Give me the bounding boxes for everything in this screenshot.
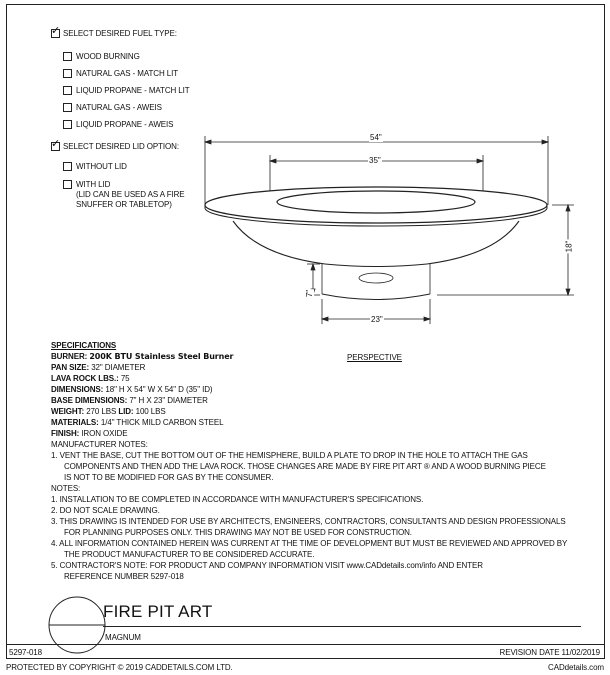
arrow xyxy=(205,140,211,144)
mfr-note-line: COMPONENTS AND THEN ADD THE LAVA ROCK. THOSE CHANGES ARE MADE BY FIRE PIT ART ® AND A WOOD BURNING PIECE xyxy=(64,462,546,471)
arrow xyxy=(270,159,276,163)
spec-value: 18" H X 54" W X 54" D (35" ID) xyxy=(105,385,213,394)
fuel-option-lp-match: LIQUID PROPANE - MATCH LIT xyxy=(76,86,190,95)
fuel-option-ng-match: NATURAL GAS - MATCH LIT xyxy=(76,69,179,78)
base-vent xyxy=(359,273,393,283)
spec-label: BURNER: xyxy=(51,352,88,361)
note-line: 2. DO NOT SCALE DRAWING. xyxy=(51,506,160,515)
spec-lava xyxy=(51,374,130,384)
company-title: FIRE PIT ART xyxy=(103,602,213,621)
dim-label-7: 7" xyxy=(305,289,315,298)
lid-without-label: WITHOUT LID xyxy=(76,162,127,171)
spec-label: MATERIALS: xyxy=(51,418,99,427)
arrow xyxy=(566,205,570,211)
spec-value: 7" H X 23" DIAMETER xyxy=(129,396,208,405)
specs-heading: SPECIFICATIONS xyxy=(51,341,117,350)
mfr-note-line: 1. VENT THE BASE, CUT THE BOTTOM OUT OF THE HEMISPHERE, BUILD A PLATE TO DROP IN THE HOLE TO ATTACH THE GAS xyxy=(51,451,528,460)
note-line: 4. ALL INFORMATION CONTAINED HEREIN WAS CURRENT AT THE TIME OF DEVELOPMENT BUT MUST BE REVIEWED AND APPROVED BY xyxy=(51,539,568,548)
revision-date: REVISION DATE 11/02/2019 xyxy=(499,648,600,657)
lid-with-label: WITH LID xyxy=(76,180,111,189)
sheet-bottom-rule xyxy=(7,644,604,645)
spec-value: 75 xyxy=(120,374,130,383)
view-label: PERSPECTIVE xyxy=(347,353,402,362)
lid-heading: SELECT DESIRED LID OPTION: xyxy=(63,142,179,151)
spec-label: LAVA ROCK LBS.: xyxy=(51,374,119,383)
bowl-opening xyxy=(277,191,475,213)
spec-finish xyxy=(51,429,127,439)
note-line: 3. THIS DRAWING IS INTENDED FOR USE BY ARCHITECTS, ENGINEERS, CONTRACTORS, CONSULTANTS AND DESIGN PROFESSIONALS xyxy=(51,517,566,526)
spec-value: 32" DIAMETER xyxy=(91,363,146,372)
bowl-body xyxy=(233,221,519,264)
fire-pit-drawing xyxy=(7,5,606,335)
spec-label: FINISH: xyxy=(51,429,80,438)
logo-circle xyxy=(47,595,107,655)
spec-value: IRON OXIDE xyxy=(81,429,128,438)
copyright-footer: PROTECTED BY COPYRIGHT © 2019 CADDETAILS.COM LTD. xyxy=(6,663,233,672)
dim-label-54: 54" xyxy=(370,133,382,142)
spec-value: 1/4" THICK MILD CARBON STEEL xyxy=(100,418,224,427)
note-line: 5. CONTRACTOR'S NOTE: FOR PRODUCT AND COMPANY INFORMATION VISIT www.CADdetails.com/info AND ENTER xyxy=(51,561,483,570)
note-line: THE PRODUCT MANUFACTURER TO BE CONSIDERED ACCURATE. xyxy=(64,550,315,559)
mfr-notes-heading: MANUFACTURER NOTES: xyxy=(51,440,148,449)
notes-heading: NOTES: xyxy=(51,484,81,493)
spec-burner xyxy=(51,352,233,362)
arrow xyxy=(542,140,548,144)
site-footer[interactable]: CADdetails.com xyxy=(548,663,604,672)
spec-materials xyxy=(51,418,223,428)
fuel-option-lp-aweis: LIQUID PROPANE - AWEIS xyxy=(76,120,174,129)
bowl-bottom xyxy=(325,264,427,267)
arrow xyxy=(477,159,483,163)
title-divider xyxy=(103,626,581,627)
spec-dimensions xyxy=(51,385,212,395)
reference-number: 5297-018 xyxy=(9,648,43,657)
product-name: MAGNUM xyxy=(105,633,141,642)
spec-label: PAN SIZE: xyxy=(51,363,90,372)
spec-label: BASE DIMENSIONS: xyxy=(51,396,128,405)
arrow xyxy=(311,264,315,270)
mfr-note-line: IS NOT TO BE MODIFIED FOR GAS BY THE CONSUMER. xyxy=(64,473,274,482)
fuel-heading: SELECT DESIRED FUEL TYPE: xyxy=(63,29,177,38)
checkmark-icon: ✓ xyxy=(51,137,61,150)
lid-with-note: SNUFFER OR TABLETOP) xyxy=(76,200,172,209)
base-bottom xyxy=(322,294,430,300)
checkmark-icon: ✓ xyxy=(51,24,61,37)
flange-rim xyxy=(205,187,547,223)
spec-value: 100 LBS xyxy=(135,407,166,416)
spec-pan xyxy=(51,363,145,373)
arrow xyxy=(424,317,430,321)
fuel-option-ng-aweis: NATURAL GAS - AWEIS xyxy=(76,103,162,112)
note-line: REFERENCE NUMBER 5297-018 xyxy=(64,572,184,581)
spec-label: DIMENSIONS: xyxy=(51,385,104,394)
spec-base xyxy=(51,396,208,406)
dim-label-18: 18" xyxy=(564,240,574,253)
spec-value: 200K BTU Stainless Steel Burner xyxy=(89,352,234,361)
dim-label-23: 23" xyxy=(371,315,383,324)
spec-weight xyxy=(51,407,166,417)
spec-value: 270 LBS xyxy=(86,407,117,416)
spec-label: WEIGHT: xyxy=(51,407,85,416)
arrow xyxy=(566,289,570,295)
dim-label-35: 35" xyxy=(369,156,381,165)
lid-with-note: (LID CAN BE USED AS A FIRE xyxy=(76,190,185,199)
note-line: 1. INSTALLATION TO BE COMPLETED IN ACCORDANCE WITH MANUFACTURER'S SPECIFICATIONS. xyxy=(51,495,424,504)
drawing-sheet xyxy=(6,4,605,659)
note-line: FOR PLANNING PURPOSES ONLY. THIS DRAWING MAY NOT BE USED FOR CONSTRUCTION. xyxy=(64,528,412,537)
arrow xyxy=(322,317,328,321)
fuel-option-wood: WOOD BURNING xyxy=(76,52,140,61)
spec-label: LID: xyxy=(118,407,134,416)
